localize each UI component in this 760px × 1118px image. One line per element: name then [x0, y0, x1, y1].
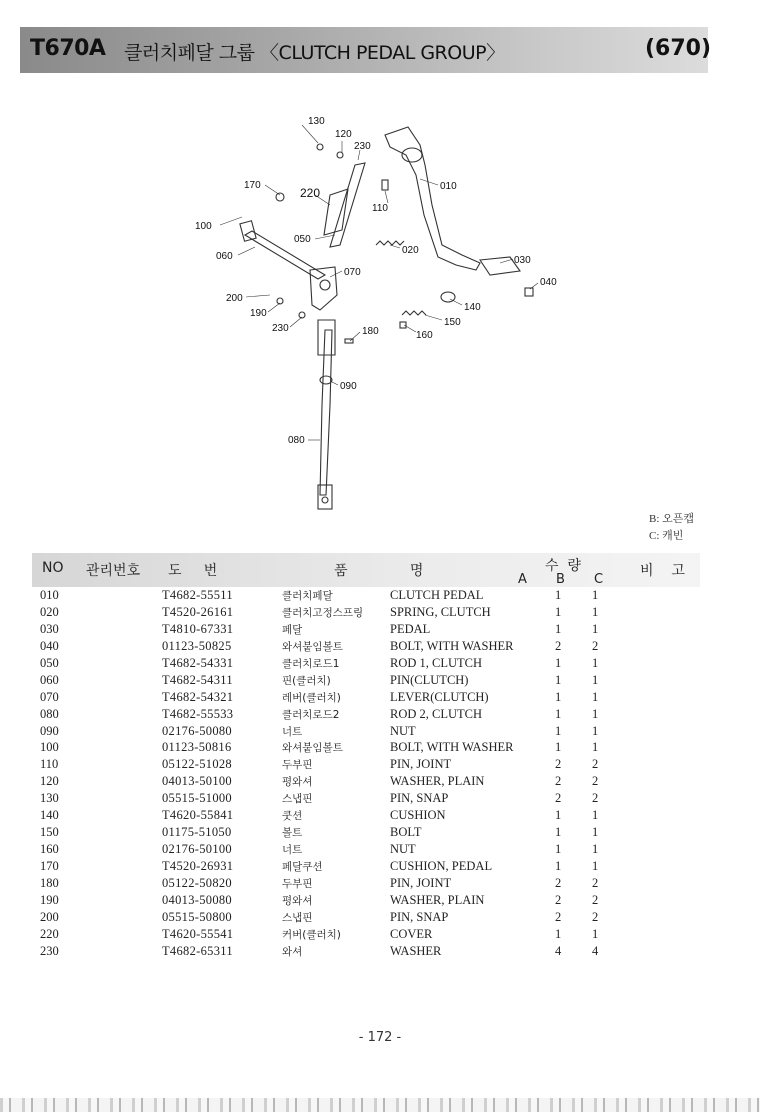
col-mgmt-number: 관리번호 — [86, 563, 141, 579]
callout-150: 150 — [444, 317, 461, 328]
callout-180: 180 — [362, 326, 379, 337]
exploded-diagram — [180, 105, 580, 525]
table-row: 170 T4520-26931 페달쿠션 CUSHION, PEDAL 1 1 — [40, 859, 599, 873]
callout-190: 190 — [250, 308, 267, 319]
col-no: NO — [42, 560, 64, 576]
spring-part — [376, 241, 404, 245]
callout-110: 110 — [372, 203, 388, 214]
callout-160: 160 — [416, 330, 433, 341]
col-quantity: 수 량 — [545, 558, 581, 574]
table-row: 180 05122-50820 두부핀 PIN, JOINT 2 2 — [40, 875, 599, 890]
callout-230b: 230 — [272, 323, 289, 334]
table-row: 160 02176-50100 너트 NUT 1 1 — [40, 842, 599, 857]
callout-090: 090 — [340, 381, 357, 392]
scan-artifact-strip — [0, 1098, 760, 1112]
table-row: 200 05515-50800 스냅핀 PIN, SNAP 2 2 — [40, 909, 599, 924]
legend — [649, 511, 694, 545]
col-qty-c: C — [594, 572, 604, 587]
parts-table — [0, 588, 760, 961]
table-row: 020 T4520-26161 클러치고정스프링 SPRING, CLUTCH 1 1 — [40, 604, 599, 619]
table-row: 220 T4620-55541 커버(클러치) COVER 1 1 — [40, 926, 599, 941]
col-drawing-number: 도 번 — [168, 563, 218, 579]
col-qty-b: B — [556, 572, 565, 587]
callout-100: 100 — [195, 221, 212, 232]
table-row: 230 T4682-65311 와셔 WASHER 4 4 — [40, 943, 599, 958]
model-code: T670A — [30, 36, 106, 61]
callout-080: 080 — [288, 435, 305, 446]
callout-050: 050 — [294, 234, 311, 245]
page-number: - 172 - — [358, 1030, 402, 1045]
section-code: (670) — [645, 36, 712, 61]
col-remark: 비 고 — [640, 563, 685, 579]
table-row: 120 04013-50100 평와셔 WASHER, PLAIN 2 2 — [40, 774, 599, 789]
table-row: 100 01123-50816 와셔붙임볼트 BOLT, WITH WASHER 1 1 — [40, 740, 599, 755]
table-row: 030 T4810-67331 페달 PEDAL 1 1 — [40, 621, 599, 636]
callout-040: 040 — [540, 277, 557, 288]
legend-c: C: 캐빈 — [649, 530, 684, 542]
table-row: 140 T4620-55841 쿳션 CUSHION 1 1 — [40, 808, 599, 823]
callout-120: 120 — [335, 129, 352, 140]
table-row: 130 05515-51000 스냅핀 PIN, SNAP 2 2 — [40, 791, 599, 806]
table-row: 090 02176-50080 너트 NUT 1 1 — [40, 723, 599, 738]
callout-010: 010 — [440, 181, 457, 192]
lever-part — [310, 267, 337, 310]
table-row: 150 01175-51050 볼트 BOLT 1 1 — [40, 825, 599, 840]
callout-170: 170 — [244, 180, 261, 191]
table-row: 050 T4682-54331 클러치로드1 ROD 1, CLUTCH 1 1 — [40, 655, 599, 670]
page-title: 클러치페달 그룹 〈CLUTCH PEDAL GROUP〉 — [124, 42, 505, 64]
table-row: 010 T4682-55511 클러치페달 CLUTCH PEDAL 1 1 — [40, 588, 599, 602]
col-qty-a: A — [518, 572, 527, 587]
callout-140: 140 — [464, 302, 481, 313]
table-row: 080 T4682-55533 클러치로드2 ROD 2, CLUTCH 1 1 — [40, 706, 599, 721]
legend-b: B: 오픈캡 — [649, 513, 695, 525]
clutch-pedal-part — [385, 127, 480, 270]
callout-070: 070 — [344, 267, 361, 278]
table-row: 070 T4682-54321 레버(클러치) LEVER(CLUTCH) 1 1 — [40, 689, 599, 704]
table-row: 040 01123-50825 와셔붙임볼트 BOLT, WITH WASHER 2 2 — [40, 638, 599, 653]
table-row: 110 05122-51028 두부핀 PIN, JOINT 2 2 — [40, 757, 599, 772]
callout-230: 230 — [354, 141, 371, 152]
callout-220: 220 — [300, 186, 321, 200]
callout-130: 130 — [308, 116, 325, 127]
table-row: 060 T4682-54311 핀(클러치) PIN(CLUTCH) 1 1 — [40, 672, 599, 687]
col-part-name: 품 명 — [334, 563, 424, 579]
callout-060: 060 — [216, 251, 233, 262]
callout-030: 030 — [514, 255, 531, 266]
callout-020: 020 — [402, 245, 419, 256]
table-row: 190 04013-50080 평와셔 WASHER, PLAIN 2 2 — [40, 892, 599, 907]
pin-part — [245, 231, 325, 279]
callout-200: 200 — [226, 293, 243, 304]
rod1-part — [330, 163, 365, 247]
